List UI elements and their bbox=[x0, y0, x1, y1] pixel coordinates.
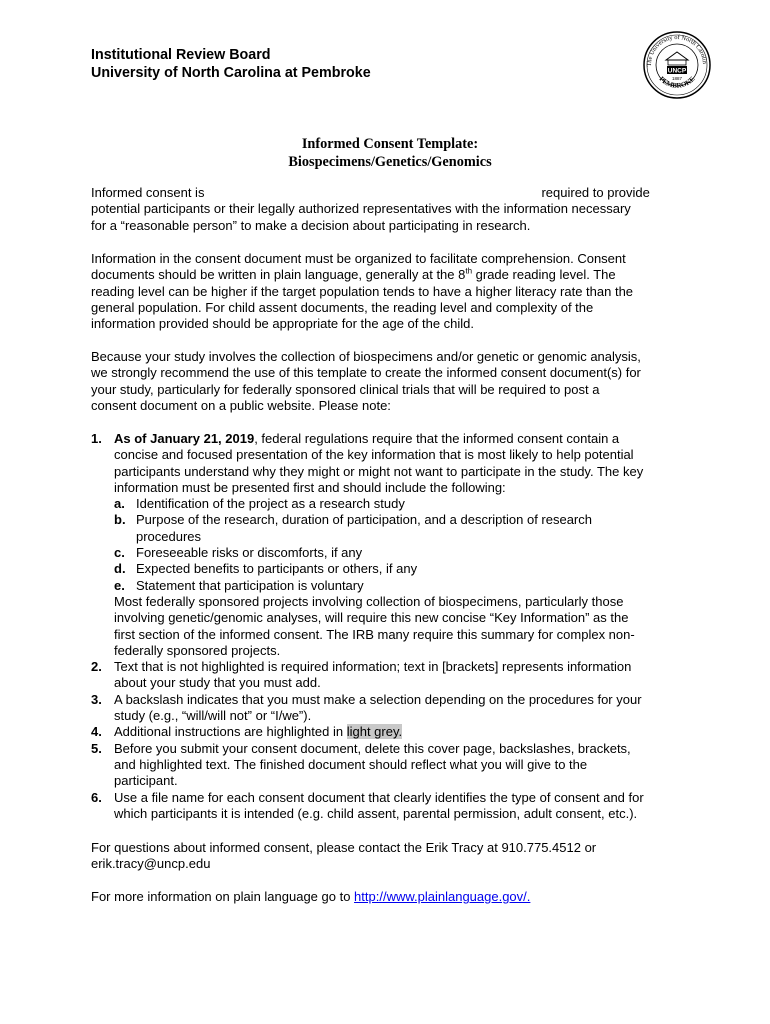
p2-superscript: th bbox=[465, 266, 473, 276]
seal-arc-top: The University of North Carolin bbox=[645, 33, 709, 67]
list-item bbox=[91, 692, 691, 725]
document-header bbox=[91, 46, 371, 82]
svg-text:The University of North Caroli bbox=[642, 30, 708, 67]
p1-line-3: for a “reasonable person” to make a decision about participating in research. bbox=[91, 217, 531, 233]
university-seal-logo bbox=[642, 30, 712, 100]
grey-highlight: light grey. bbox=[346, 724, 403, 740]
list-item-6-line-1: Use a file name for each consent document that clearly identifies the type of consent and for bbox=[114, 789, 644, 805]
list-item bbox=[91, 431, 691, 496]
list-item-1-bold: As of January 21, 2019 bbox=[114, 431, 255, 446]
list-item-3-line-1: A backslash indicates that you must make a selection depending on the procedures for your bbox=[114, 691, 642, 707]
plain-language-link[interactable]: http://www.plainlanguage.gov/. bbox=[354, 889, 531, 904]
intro-paragraph-2 bbox=[91, 251, 691, 332]
list-item-1-line-4: information must be presented first and should include the following: bbox=[114, 479, 506, 495]
sub-item-text: Identification of the project as a research study bbox=[136, 496, 405, 512]
p1-line-2: potential participants or their legally authorized representatives with the information necessary bbox=[91, 201, 631, 217]
title-line-2: Biospecimens/Genetics/Genomics bbox=[288, 154, 492, 170]
list-item bbox=[91, 741, 691, 790]
list-number: 3. bbox=[91, 691, 102, 707]
p2-line-1: Information in the consent document must be organized to facilitate comprehension. Consent bbox=[91, 251, 626, 266]
sub-item-text: Purpose of the research, duration of participation, and a description of research bbox=[136, 512, 592, 528]
plain-language-text: For more information on plain language go to bbox=[91, 889, 355, 904]
intro-paragraph-1 bbox=[91, 185, 691, 234]
header-line-2: University of North Carolina at Pembroke bbox=[91, 65, 371, 81]
list-item-2-line-2: about your study that you must add. bbox=[114, 675, 321, 691]
list-item-4-text: Additional instructions are highlighted in bbox=[114, 724, 347, 740]
list-item-5-line-2: and highlighted text. The finished document should reflect what you will give to the bbox=[114, 756, 588, 772]
p3-line-4: consent document on a public website. Please note: bbox=[91, 397, 391, 413]
list-item-3-line-2: study (e.g., “will/will not” or “I/we”). bbox=[114, 708, 312, 724]
p2-line-4: general population. For child assent documents, the reading level and complexity of the bbox=[91, 299, 594, 315]
list-number: 4. bbox=[91, 724, 102, 740]
list-number: 1. bbox=[91, 431, 102, 446]
list-item-1-continuation bbox=[91, 594, 691, 659]
header-line-1: Institutional Review Board bbox=[91, 47, 271, 63]
sub-letter: c. bbox=[114, 545, 125, 561]
list-item bbox=[91, 790, 691, 823]
p3-line-2: we strongly recommend the use of this template to create the informed consent document(s) for bbox=[91, 365, 641, 381]
list-item-1-after-line-3: first section of the informed consent. The IRB many require this summary for complex non- bbox=[114, 626, 635, 642]
list-item-1-line-2: concise and focused presentation of the key information that is most likely to help potential bbox=[114, 447, 634, 463]
title-line-1: Informed Consent Template: bbox=[301, 136, 479, 152]
p1-start: Informed consent is bbox=[91, 185, 205, 200]
sub-letter: a. bbox=[114, 496, 125, 512]
list-item-5-line-1: Before you submit your consent document, delete this cover page, backslashes, brackets, bbox=[114, 740, 631, 756]
p2-line-2b: grade reading level. The bbox=[472, 267, 616, 283]
sub-list-item bbox=[91, 496, 691, 512]
p2-line-3: reading level can be higher if the target population tends to have a higher literacy rate than the bbox=[91, 283, 634, 299]
p2-line-5: information provided should be appropriate for the age of the child. bbox=[91, 316, 475, 332]
sub-list-item bbox=[91, 512, 691, 545]
list-item bbox=[91, 724, 691, 740]
sub-list-item bbox=[91, 545, 691, 561]
contact-paragraph bbox=[91, 840, 691, 873]
p2-line-2a: documents should be written in plain language, generally at the 8 bbox=[91, 267, 466, 283]
list-number: 6. bbox=[91, 789, 102, 805]
sub-letter: e. bbox=[114, 577, 125, 593]
seal-badge: UNCP bbox=[667, 67, 687, 75]
p3-line-3: your study, particularly for federally sponsored clinical trials that will be required to post a bbox=[91, 381, 600, 397]
plain-language-paragraph bbox=[91, 889, 691, 905]
instructions-list bbox=[91, 431, 691, 822]
seal-year: 1887 bbox=[671, 76, 683, 81]
sub-item-text: Expected benefits to participants or others, if any bbox=[136, 561, 418, 577]
p3-line-1: Because your study involves the collection of biospecimens and/or genetic or genomic analysis, bbox=[91, 349, 641, 364]
contact-line-1: For questions about informed consent, please contact the Erik Tracy at 910.775.4512 or bbox=[91, 840, 597, 855]
list-item-1-line-1: , federal regulations require that the informed consent contain a bbox=[254, 431, 620, 446]
sub-letter: b. bbox=[114, 512, 126, 528]
sub-letter: d. bbox=[114, 561, 126, 577]
sub-item-text: Statement that participation is voluntary bbox=[136, 577, 364, 593]
sub-list-item bbox=[91, 561, 691, 577]
list-item-1-after-line-1: Most federally sponsored projects involving collection of biospecimens, particularly those bbox=[114, 593, 624, 609]
contact-email: erik.tracy@uncp.edu bbox=[91, 856, 211, 872]
list-item bbox=[91, 659, 691, 692]
list-item-1-line-3: participants understand why they might or might not want to participate in the study. The key bbox=[114, 463, 644, 479]
sub-item-text: Foreseeable risks or discomforts, if any bbox=[136, 545, 363, 561]
list-number: 2. bbox=[91, 659, 102, 675]
list-number: 5. bbox=[91, 740, 102, 756]
list-item-5-line-3: participant. bbox=[114, 773, 178, 789]
list-item-2-line-1: Text that is not highlighted is required information; text in [brackets] represents information bbox=[114, 659, 632, 675]
list-item-6-line-2: which participants it is intended (e.g. child assent, parental permission, adult consent, etc.). bbox=[114, 805, 638, 821]
sub-item-text-cont: procedures bbox=[136, 528, 202, 544]
seal-arc-bottom: PEMBROKE bbox=[657, 74, 697, 90]
document-title bbox=[0, 135, 770, 171]
list-item-1-after-line-2: involving genetic/genomic analyses, will require this new concise “Key Information” as the bbox=[114, 610, 629, 626]
list-item-1-after-line-4: federally sponsored projects. bbox=[114, 642, 281, 658]
sub-list-item bbox=[91, 578, 691, 594]
intro-paragraph-3 bbox=[91, 349, 691, 414]
p1-end: required to provide bbox=[541, 185, 650, 200]
